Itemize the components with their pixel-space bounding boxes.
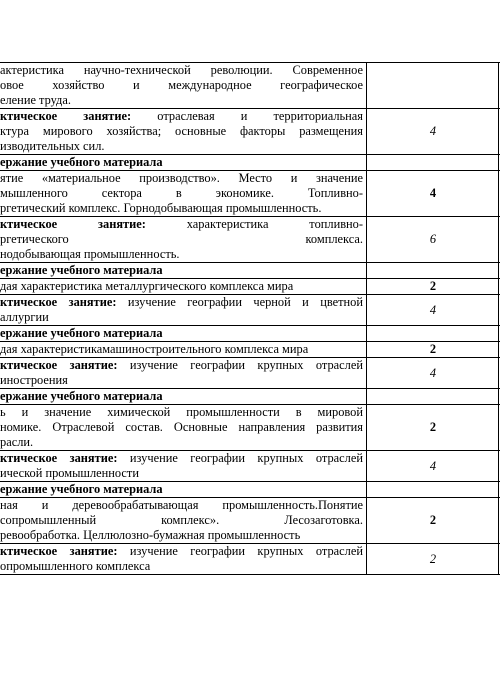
practice-row xyxy=(0,109,500,155)
hours-cell xyxy=(367,109,499,155)
curriculum-table-body xyxy=(0,63,500,575)
topic-cell xyxy=(0,155,367,171)
topic-line: ревообработка. Целлюлозно-бумажная промышленность xyxy=(0,528,301,542)
hours-cell xyxy=(367,451,499,482)
hours-cell xyxy=(367,389,499,405)
hours-cell xyxy=(367,155,499,171)
hours-value: 6 xyxy=(429,232,437,246)
topic-line: ктическое занятие: характеристика топливно- xyxy=(0,217,363,231)
topic-line: актеристика научно-технической революции. Современное xyxy=(0,63,363,77)
hours-value: 2 xyxy=(429,342,437,356)
hours-cell xyxy=(367,171,499,217)
section-heading-row xyxy=(0,155,500,171)
topic-cell xyxy=(0,279,367,295)
content-row xyxy=(0,342,500,358)
section-heading: ержание учебного материала xyxy=(0,155,163,169)
topic-line: ктическое занятие: изучение географии крупных отраслей xyxy=(0,358,363,372)
topic-cell xyxy=(0,405,367,451)
section-heading-row xyxy=(0,389,500,405)
hours-cell xyxy=(367,63,499,109)
hours-cell xyxy=(367,498,499,544)
topic-line: дая характеристика металлургического комплекса мира xyxy=(0,279,294,293)
topic-line: опромышленного комплекса xyxy=(0,559,151,573)
practice-label: ктическое занятие: xyxy=(0,217,146,231)
topic-cell xyxy=(0,63,367,109)
practice-label: ктическое занятие: xyxy=(0,544,118,558)
topic-line: номике. Отраслевой состав. Основные направления развития xyxy=(0,420,363,434)
topic-cell xyxy=(0,498,367,544)
practice-row xyxy=(0,451,500,482)
hours-value: 2 xyxy=(429,551,437,566)
practice-label: ктическое занятие: xyxy=(0,295,117,309)
hours-value: 2 xyxy=(429,420,437,434)
hours-cell xyxy=(367,405,499,451)
section-heading: ержание учебного материала xyxy=(0,326,163,340)
hours-cell xyxy=(367,358,499,389)
curriculum-table-wrapper xyxy=(0,62,500,575)
topic-line: ктическое занятие: изучение географии крупных отраслей xyxy=(0,544,363,558)
practice-label: ктическое занятие: xyxy=(0,109,132,123)
topic-line: ргетического комплекса. xyxy=(0,232,363,246)
topic-line: еление труда. xyxy=(0,93,71,107)
topic-cell xyxy=(0,326,367,342)
curriculum-table xyxy=(0,62,500,575)
practice-label: ктическое занятие: xyxy=(0,451,118,465)
topic-cell xyxy=(0,171,367,217)
content-row xyxy=(0,405,500,451)
content-row xyxy=(0,279,500,295)
hours-value: 2 xyxy=(429,279,437,293)
practice-row xyxy=(0,217,500,263)
section-heading: ержание учебного материала xyxy=(0,389,163,403)
topic-line: ь и значение химической промышленности в мировой xyxy=(0,405,363,419)
content-row xyxy=(0,498,500,544)
topic-line: ической промышленности xyxy=(0,466,139,480)
hours-value: 4 xyxy=(429,365,437,380)
topic-line: ная и деревообрабатывающая промышленность.Понятие xyxy=(0,498,363,512)
topic-line: расли. xyxy=(0,435,34,449)
practice-label: ктическое занятие: xyxy=(0,358,118,372)
practice-row xyxy=(0,544,500,575)
topic-cell xyxy=(0,544,367,575)
practice-row xyxy=(0,295,500,326)
topic-cell xyxy=(0,389,367,405)
hours-value: 4 xyxy=(429,302,437,317)
section-heading-row xyxy=(0,326,500,342)
topic-line: ятие «материальное производство». Место и значение xyxy=(0,171,363,185)
hours-cell xyxy=(367,217,499,263)
hours-cell xyxy=(367,279,499,295)
hours-cell xyxy=(367,263,499,279)
hours-cell xyxy=(367,295,499,326)
section-heading-row xyxy=(0,263,500,279)
section-heading: ержание учебного материала xyxy=(0,263,163,277)
hours-value: 4 xyxy=(429,124,437,138)
topic-line: овое хозяйство и международное географическое xyxy=(0,78,363,92)
topic-line: нодобывающая промышленность. xyxy=(0,247,180,261)
topic-line: мышленного сектора в экономике. Топливно- xyxy=(0,186,363,200)
topic-line: ргетический комплекс. Горнодобывающая промышленность. xyxy=(0,201,322,215)
topic-line: ктическое занятие: отраслевая и территориальная xyxy=(0,109,363,123)
hours-value: 4 xyxy=(429,458,437,473)
topic-cell xyxy=(0,217,367,263)
content-row xyxy=(0,63,500,109)
practice-row xyxy=(0,358,500,389)
hours-cell xyxy=(367,544,499,575)
hours-cell xyxy=(367,482,499,498)
topic-cell xyxy=(0,342,367,358)
topic-line: иностроения xyxy=(0,373,68,387)
hours-value: 4 xyxy=(429,186,437,200)
topic-cell xyxy=(0,482,367,498)
topic-cell xyxy=(0,295,367,326)
topic-line: ктическое занятие: изучение географии черной и цветной xyxy=(0,295,363,309)
topic-cell xyxy=(0,109,367,155)
topic-line: дая характеристикамашиностроительного комплекса мира xyxy=(0,342,309,356)
content-row xyxy=(0,171,500,217)
hours-cell xyxy=(367,342,499,358)
hours-value: 2 xyxy=(429,513,437,527)
topic-line: сопромышленный комплекс». Лесозаготовка. xyxy=(0,513,363,527)
section-heading-row xyxy=(0,482,500,498)
topic-cell xyxy=(0,263,367,279)
topic-line: ктура мирового хозяйства; основные факторы размещения xyxy=(0,124,363,138)
hours-cell xyxy=(367,326,499,342)
topic-cell xyxy=(0,451,367,482)
topic-cell xyxy=(0,358,367,389)
section-heading: ержание учебного материала xyxy=(0,482,163,496)
topic-line: ктическое занятие: изучение географии крупных отраслей xyxy=(0,451,363,465)
topic-line: аллургии xyxy=(0,310,49,324)
topic-line: изводительных сил. xyxy=(0,139,105,153)
